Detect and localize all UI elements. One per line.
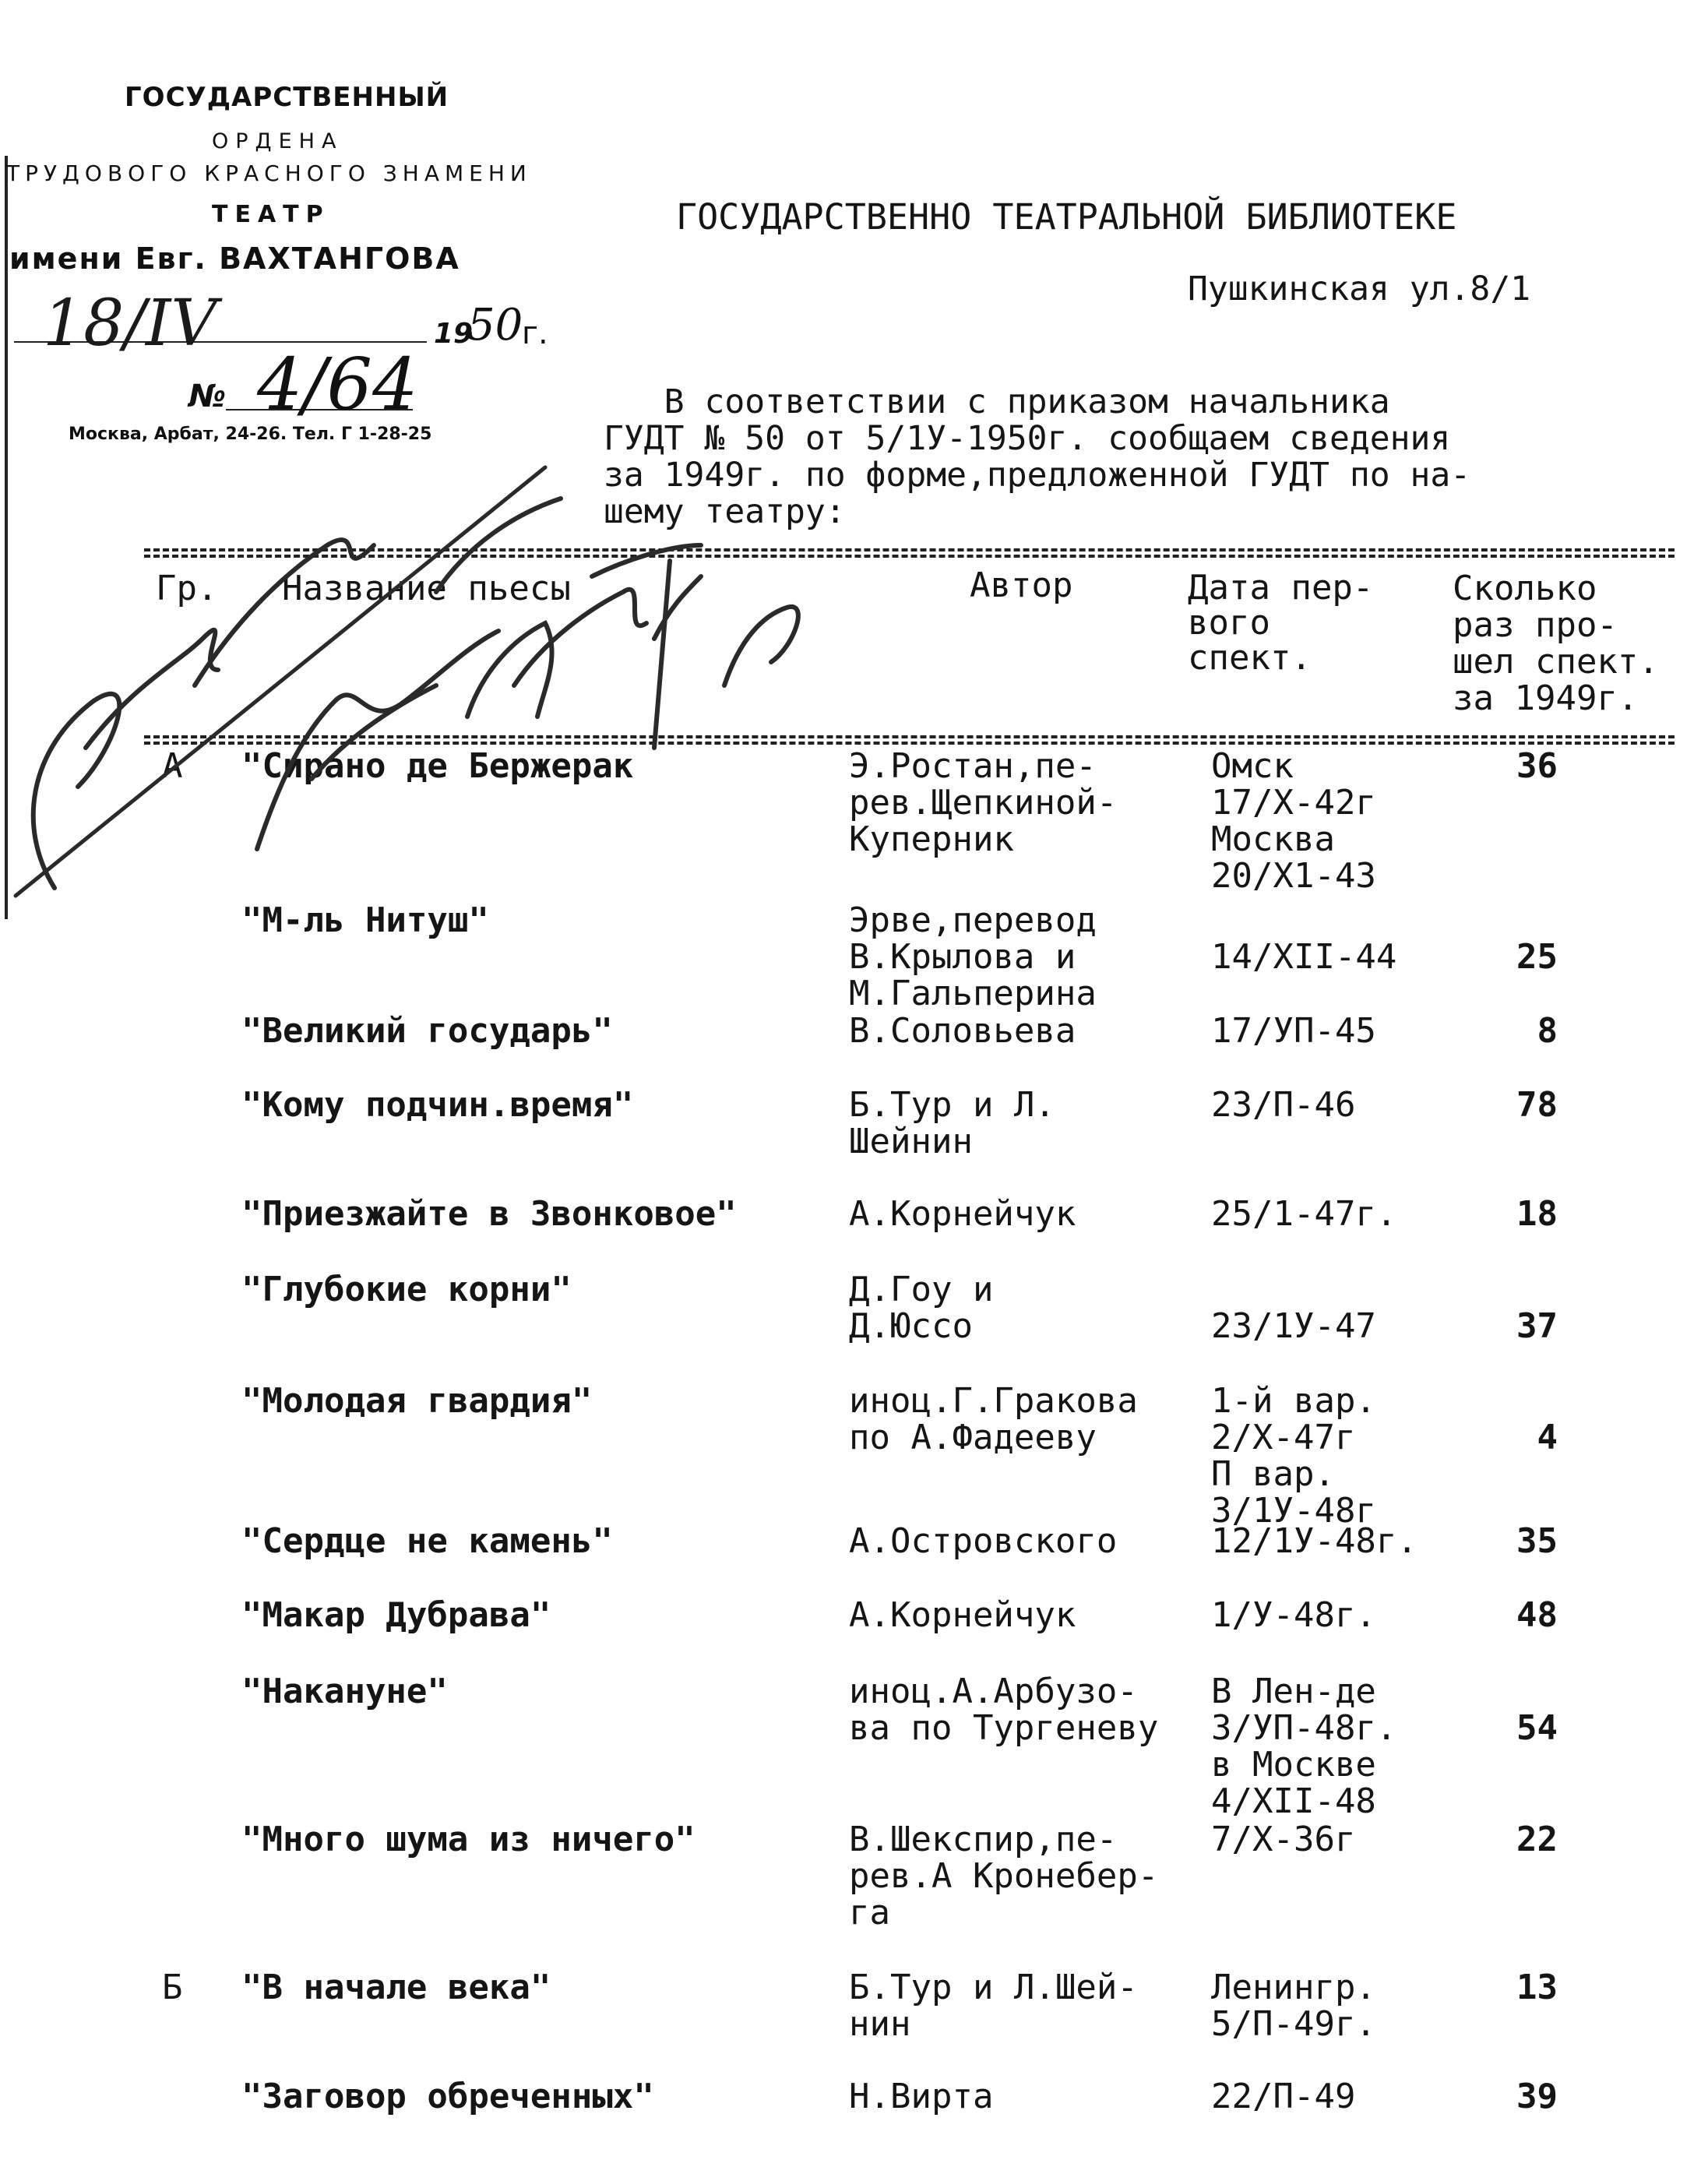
recipient-address: Пушкинская ул.8/1: [1188, 270, 1531, 308]
cell-title: "Макар Дубрава": [241, 1595, 551, 1635]
cell-author: иноц.Г.Гракова по А.Фадееву: [849, 1381, 1138, 1457]
letterhead-line-3: ТРУДОВОГО КРАСНОГО ЗНАМЕНИ: [6, 160, 532, 186]
cell-date: Ленингр. 5/П-49г.: [1211, 1968, 1376, 2044]
cell-author: А.Островского: [849, 1521, 1118, 1561]
cell-date: 1/У-48г.: [1211, 1595, 1376, 1635]
cell-title: "М-ль Нитуш": [241, 900, 489, 940]
body-line-3: за 1949г. по форме,предложенной ГУДТ по на-: [604, 456, 1471, 495]
cell-count: 35: [1516, 1521, 1558, 1561]
letterhead-date-year-mark: г.: [522, 315, 548, 351]
body-line-4: шему театру:: [604, 492, 846, 531]
letterhead-number-label: №: [188, 379, 227, 414]
letterhead-address: Москва, Арбат, 24-26. Тел. Г 1-28-25: [69, 425, 432, 444]
cell-date: 1-й вар. 2/X-47г П вар. 3/1У-48г: [1211, 1381, 1376, 1531]
cell-author: А.Корнейчук: [849, 1194, 1076, 1234]
header-author: Автор: [970, 566, 1073, 605]
cell-date: 12/1У-48г.: [1211, 1521, 1417, 1561]
header-group: Гр.: [156, 569, 218, 608]
cell-title: "Великий государь": [241, 1011, 613, 1051]
letterhead-date-year-prefix: 19: [434, 318, 474, 350]
header-date: Дата пер- вого спект.: [1188, 568, 1374, 678]
cell-date: 17/УП-45: [1211, 1011, 1376, 1051]
letterhead-date-year-suffix: 50: [467, 300, 523, 351]
table-top-rule: [144, 548, 1675, 558]
cell-author: иноц.А.Арбузо- ва по Тургеневу: [849, 1672, 1159, 1748]
letterhead-line-2: ОРДЕНА: [212, 129, 343, 153]
cell-date: 7/X-36г: [1211, 1820, 1356, 1859]
cell-date: 23/1У-47: [1211, 1306, 1376, 1346]
cell-count: 8: [1537, 1011, 1558, 1051]
cell-date: В Лен-де 3/УП-48г. в Москве 4/XII-48: [1211, 1672, 1397, 1821]
header-count: Сколько раз про- шел спект. за 1949г.: [1453, 569, 1659, 718]
letterhead-theatre-name: имени Евг. ВАХТАНГОВА: [9, 241, 460, 276]
cell-date: Омск 17/X-42г Москва 20/X1-43: [1211, 746, 1376, 896]
cell-author: Б.Тур и Л.Шей- нин: [849, 1968, 1138, 2044]
cell-author: Н.Вирта: [849, 2077, 994, 2116]
header-title: Название пьесы: [282, 569, 571, 608]
body-line-1: В соответствии с приказом начальника: [604, 382, 1390, 421]
cell-count: 78: [1516, 1085, 1558, 1125]
table-header-rule: [144, 735, 1675, 745]
cell-group: Б: [162, 1968, 183, 2007]
cell-title: "Сирано де Бержерак: [241, 746, 634, 786]
cell-author: В.Шекспир,пе- рев.А Кронебер- га: [849, 1820, 1159, 1933]
body-line-2: ГУДТ № 50 от 5/1У-1950г. сообщаем сведения: [604, 419, 1451, 458]
cell-title: "Приезжайте в Звонковое": [241, 1194, 737, 1234]
cell-author: Эрве,перевод В.Крылова и М.Гальперина: [849, 900, 1097, 1013]
letterhead-number-value: 4/64: [257, 343, 418, 426]
cell-title: "Молодая гвардия": [241, 1381, 593, 1421]
cell-author: Д.Гоу и Д.Юссо: [849, 1270, 994, 1346]
cell-count: 48: [1516, 1595, 1558, 1635]
cell-author: А.Корнейчук: [849, 1595, 1076, 1635]
letterhead-line-4: ТЕАТР: [212, 201, 330, 228]
cell-group: А: [162, 746, 183, 786]
cell-title: "В начале века": [241, 1968, 551, 2007]
cell-count: 13: [1516, 1968, 1558, 2007]
signature-strokes: [16, 467, 798, 896]
letterhead-date-day-month: 18/IV: [43, 287, 217, 361]
cell-date: 25/1-47г.: [1211, 1194, 1397, 1234]
cell-count: 36: [1516, 746, 1558, 786]
cell-count: 22: [1516, 1820, 1558, 1859]
cell-date: 23/П-46: [1211, 1085, 1356, 1125]
cell-title: "Сердце не камень": [241, 1521, 613, 1561]
cell-title: "Накануне": [241, 1672, 448, 1711]
cell-date: 14/XII-44: [1211, 937, 1397, 977]
cell-count: 39: [1516, 2077, 1558, 2116]
cell-title: "Глубокие корни": [241, 1270, 572, 1309]
cell-count: 4: [1537, 1418, 1558, 1457]
letterhead-border: [5, 156, 8, 919]
cell-title: "Много шума из ничего": [241, 1820, 696, 1859]
cell-count: 54: [1516, 1708, 1558, 1748]
cell-count: 37: [1516, 1306, 1558, 1346]
letterhead-line-1: ГОСУДАРСТВЕННЫЙ: [125, 82, 449, 113]
recipient-name: ГОСУДАРСТВЕННО ТЕАТРАЛЬНОЙ БИБЛИОТЕКЕ: [676, 196, 1457, 238]
cell-author: В.Соловьева: [849, 1011, 1076, 1051]
cell-date: 22/П-49: [1211, 2077, 1356, 2116]
cell-count: 18: [1516, 1194, 1558, 1234]
cell-author: Б.Тур и Л. Шейнин: [849, 1085, 1055, 1161]
cell-title: "Заговор обреченных": [241, 2077, 654, 2116]
cell-count: 25: [1516, 937, 1558, 977]
cell-title: "Кому подчин.время": [241, 1085, 634, 1125]
cell-author: Э.Ростан,пе- рев.Щепкиной- Куперник: [849, 746, 1118, 859]
